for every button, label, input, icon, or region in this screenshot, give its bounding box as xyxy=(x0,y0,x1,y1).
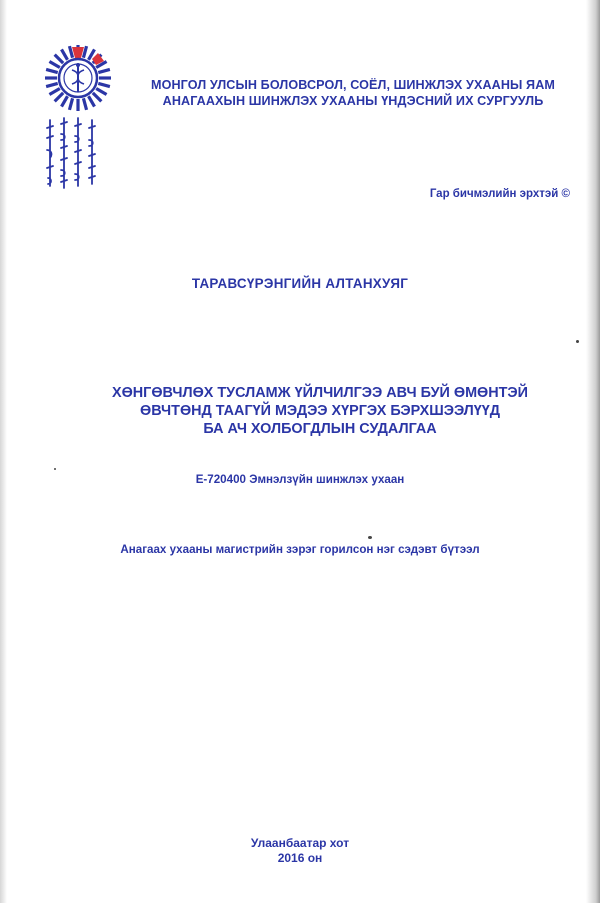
dust-speck xyxy=(368,536,372,539)
mongolian-script-logo-icon xyxy=(44,116,106,190)
place-and-year xyxy=(0,836,600,866)
year: 2016 он xyxy=(277,851,323,865)
dust-speck xyxy=(576,340,579,343)
cover-edge-right xyxy=(586,0,600,903)
author-name: ТАРАВСҮРЭНГИЙН АЛТАНХУЯГ xyxy=(191,276,409,291)
cover-edge-left xyxy=(0,0,7,903)
thesis-title-line-2: ӨВЧТӨНД ТААГҮЙ МЭДЭЭ ХҮРГЭХ БЭРХШЭЭЛҮҮД xyxy=(140,403,500,419)
dust-speck xyxy=(54,468,56,470)
institution-header xyxy=(118,77,588,109)
ministry-name: МОНГОЛ УЛСЫН БОЛОВСРОЛ, СОЁЛ, ШИНЖЛЭХ УХААНЫ ЯАМ xyxy=(151,78,555,92)
thesis-title xyxy=(60,384,580,438)
city: Улаанбаатар хот xyxy=(250,836,350,850)
copyright-notice: Гар бичмэлийн эрхтэй © xyxy=(429,188,570,200)
thesis-title-line-1: ХӨНГӨВЧЛӨХ ТУСЛАМЖ ҮЙЛЧИЛГЭЭ АВЧ БУЙ ӨМӨНТЭЙ xyxy=(111,385,529,401)
university-name: АНАГААХЫН ШИНЖЛЭХ УХААНЫ ҮНДЭСНИЙ ИХ СУРГУУЛЬ xyxy=(162,94,544,108)
university-emblem-icon xyxy=(44,44,112,112)
thesis-title-line-3: БА АЧ ХОЛБОГДЛЫН СУДАЛГАА xyxy=(203,421,437,437)
specialty-code: Е-720400 Эмнэлзүйн шинжлэх ухаан xyxy=(195,473,405,486)
degree-statement: Анагаах ухааны магистрийн зэрэг горилсон нэг сэдэвт бүтээл xyxy=(120,543,480,556)
